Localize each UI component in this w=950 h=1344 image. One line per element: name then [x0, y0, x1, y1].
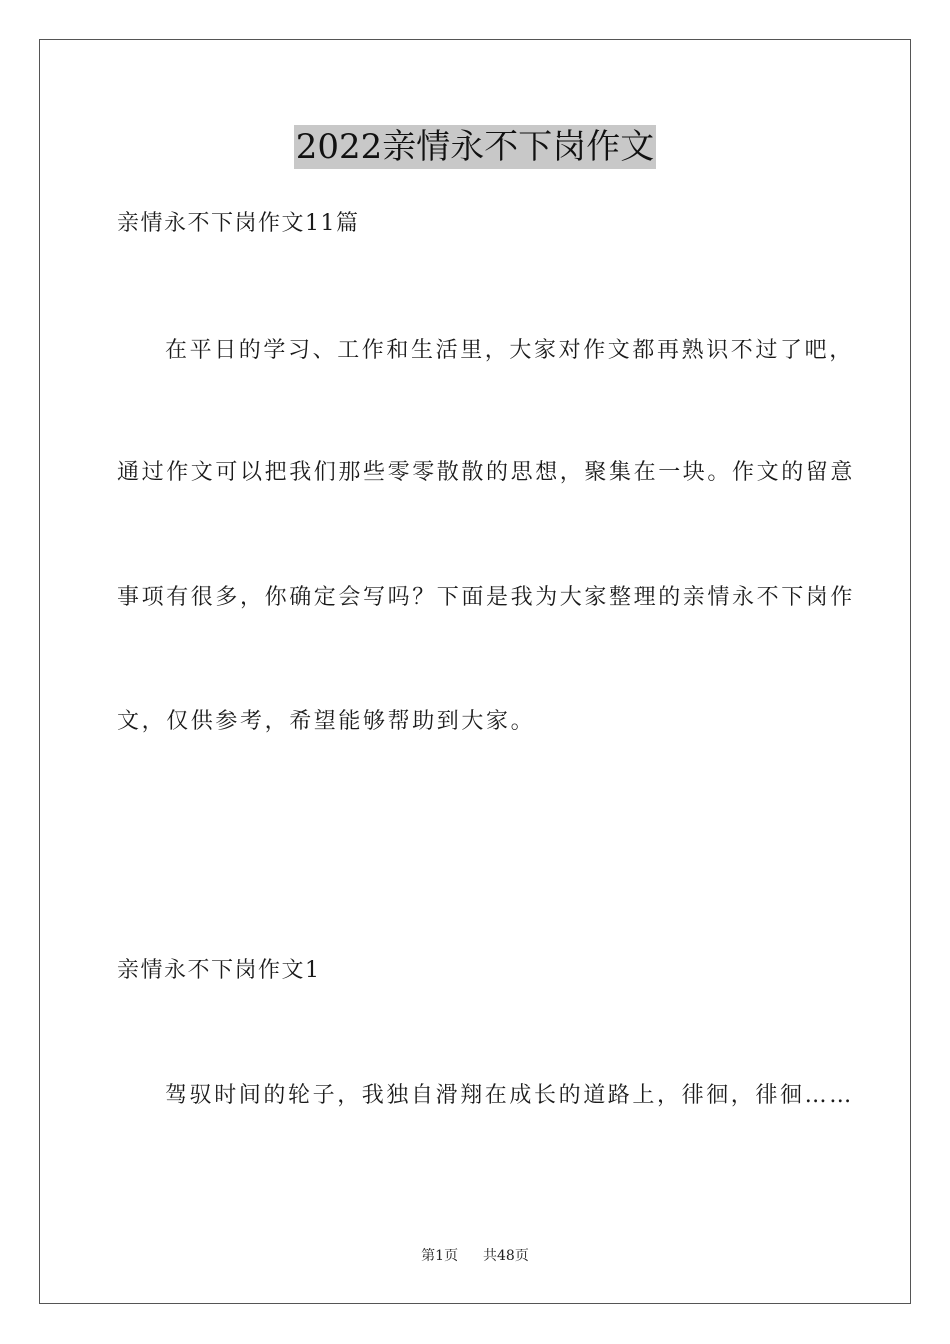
title-container — [0, 125, 950, 169]
intro-line-3: 事项有很多，你确定会写吗？下面是我为大家整理的亲情永不下岗作 — [117, 585, 856, 610]
intro-line-1: 在平日的学习、工作和生活里，大家对作文都再熟识不过了吧， — [165, 338, 854, 363]
document-title: 2022亲情永不下岗作文 — [295, 127, 655, 167]
intro-line-4: 文，仅供参考，希望能够帮助到大家。 — [117, 709, 536, 734]
footer-total-pages: 共48页 — [483, 1248, 529, 1264]
section-heading: 亲情永不下岗作文1 — [117, 958, 321, 983]
page-footer — [0, 1246, 950, 1266]
document-subtitle: 亲情永不下岗作文11篇 — [117, 211, 360, 236]
footer-page-number: 第1页 — [421, 1248, 459, 1264]
intro-line-2: 通过作文可以把我们那些零零散散的思想，聚集在一块。作文的留意 — [117, 460, 856, 485]
section-first-line: 驾驭时间的轮子，我独自滑翔在成长的道路上，徘徊，徘徊…… — [165, 1083, 854, 1108]
